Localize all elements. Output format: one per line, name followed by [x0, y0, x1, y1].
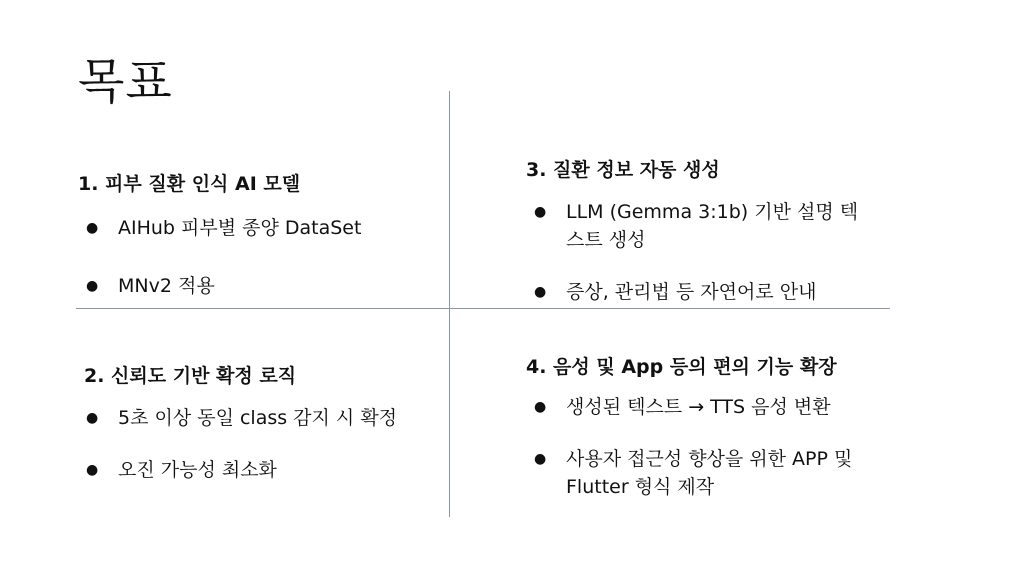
quadrant-heading: 4. 음성 및 App 등의 편의 기능 확장 [526, 356, 837, 378]
list-item-text: 사용자 접근성 향상을 위한 APP 및 Flutter 형식 제작 [566, 448, 853, 498]
quadrant-ai-model [78, 172, 438, 300]
list-item [78, 272, 438, 300]
bullet-icon: ● [534, 451, 547, 467]
list-item [78, 214, 438, 242]
bullet-icon: ● [86, 278, 99, 294]
list-item-text: AIHub 피부별 종양 DataSet [118, 217, 362, 239]
list-item-text: 5초 이상 동일 class 감지 시 확정 [118, 407, 398, 429]
list-item [84, 456, 398, 484]
list-item [526, 278, 866, 306]
bullet-list [84, 404, 444, 484]
quadrant-heading: 1. 피부 질환 인식 AI 모델 [78, 173, 301, 195]
bullet-list [526, 393, 886, 501]
quadrant-heading: 3. 질환 정보 자동 생성 [526, 159, 720, 181]
vertical-divider [449, 91, 450, 517]
bullet-icon: ● [534, 284, 547, 300]
bullet-list [78, 214, 438, 300]
bullet-icon: ● [86, 462, 99, 478]
bullet-icon: ● [534, 204, 547, 220]
list-item [526, 393, 886, 421]
horizontal-divider [76, 308, 890, 309]
bullet-icon: ● [86, 410, 99, 426]
list-item-text: 생성된 텍스트 → TTS 음성 변환 [566, 396, 831, 418]
list-item [526, 198, 866, 254]
quadrant-convenience-features [526, 355, 886, 501]
list-item-text: MNv2 적용 [118, 275, 215, 297]
slide-title: 목표 [78, 54, 173, 110]
quadrant-heading: 2. 신뢰도 기반 확정 로직 [84, 365, 297, 387]
list-item-text: 증상, 관리법 등 자연어로 안내 [566, 281, 817, 303]
bullet-list [526, 198, 886, 306]
list-item-text: LLM (Gemma 3:1b) 기반 설명 텍스트 생성 [566, 201, 859, 251]
list-item [84, 404, 398, 432]
list-item [526, 445, 886, 501]
quadrant-confidence-logic [84, 364, 444, 484]
bullet-icon: ● [86, 220, 99, 236]
bullet-icon: ● [534, 399, 547, 415]
quadrant-info-generation [526, 158, 886, 306]
list-item-text: 오진 가능성 최소화 [118, 459, 277, 481]
